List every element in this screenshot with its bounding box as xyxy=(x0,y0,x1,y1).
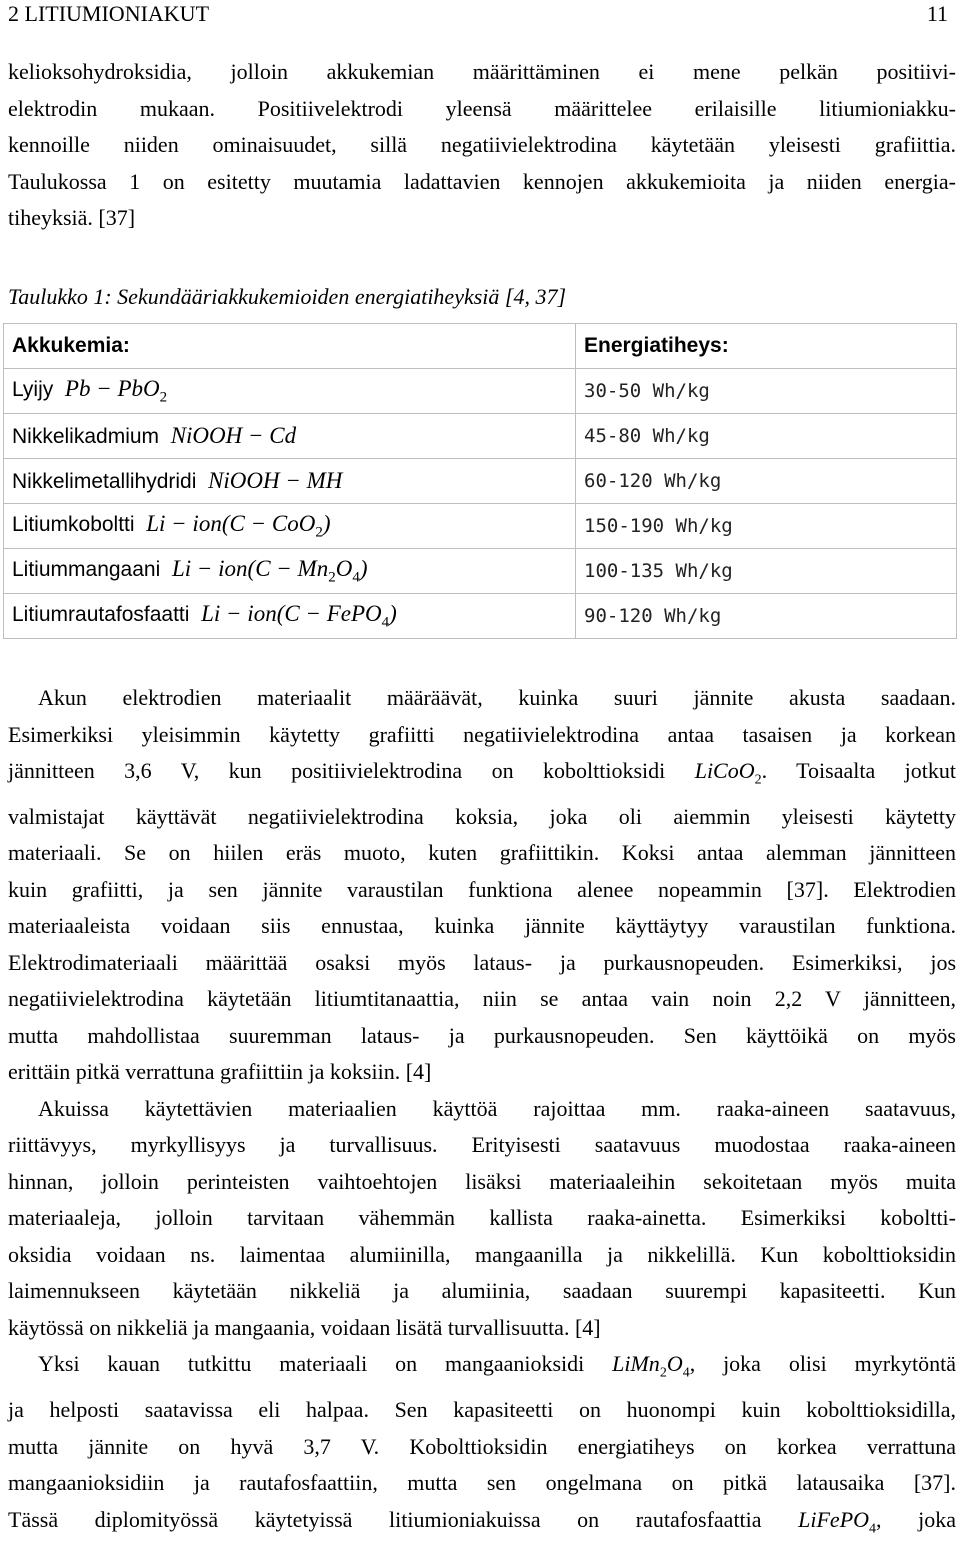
chemistry-name: Nikkelikadmium xyxy=(12,425,160,448)
text-line: materiaaleista voidaan siis ennustaa, kuinka jännite käyttäytyy varaustilan funktiona. xyxy=(8,913,956,939)
text-line: kuin grafiitti, ja sen jännite varaustilan funktiona alenee nopeammin [37]. Elektrodien xyxy=(8,876,956,902)
chemistry-cell xyxy=(4,504,576,549)
table-header-row xyxy=(4,324,957,369)
energy-density-table xyxy=(3,323,957,639)
text-line: elektrodin mukaan. Positiivelektrodi yleensä määrittelee erilaisille litiumioniakku- xyxy=(8,95,956,121)
running-header xyxy=(8,0,948,28)
chemistry-formula: $Li - ion(C - Mn_2O_4)$ xyxy=(171,555,368,586)
inline-formula: LiFePO$_4$ xyxy=(798,1506,877,1537)
page-number: 11 xyxy=(926,1,948,26)
chemistry-formula: NiOOH − Cd xyxy=(170,423,297,448)
chemistry-name: Litiummangaani xyxy=(12,557,161,581)
table-row xyxy=(4,369,957,414)
column-header-chemistry: Akkukemia: xyxy=(4,324,576,369)
energy-value: 60-120 Wh/kg xyxy=(576,459,957,504)
chemistry-formula: Pb − PbO$_2$ xyxy=(64,375,168,406)
chemistry-cell xyxy=(4,459,576,504)
text-line: oksidia voidaan ns. laimentaa alumiinilla, mangaanilla ja nikkelillä. Kun kobolttioksidin xyxy=(8,1241,956,1267)
chemistry-formula: Li − ion(C − FePO$_4$) xyxy=(201,600,397,631)
inline-formula: LiCoO$_2$ xyxy=(694,758,762,788)
text-line: Esimerkiksi yleisimmin käytetty grafiitti negatiivielektrodina antaa tasaisen ja korkean xyxy=(8,721,956,747)
text-line: käytössä on nikkeliä ja mangaania, voidaan lisätä turvallisuutta. [4] xyxy=(8,1314,601,1340)
text-line: Akuissa käytettävien materiaalien käyttöä rajoittaa mm. raaka-aineen saatavuus, xyxy=(38,1095,956,1121)
text-line: Elektrodimateriaali määrittää osaksi myös lataus- ja purkausnopeuden. Esimerkiksi, jos xyxy=(8,949,956,975)
text-line: mutta mahdollistaa suuremman lataus- ja purkausnopeuden. Sen käyttöikä on myös xyxy=(8,1022,956,1048)
table-row xyxy=(4,549,957,594)
energy-value: 90-120 Wh/kg xyxy=(576,594,957,639)
text-line: laimennukseen käytetään nikkeliä ja alumiinia, saadaan suurempi kapasiteetti. Kun xyxy=(8,1278,956,1304)
chemistry-cell xyxy=(4,549,576,594)
chemistry-cell xyxy=(4,369,576,414)
energy-value: 150-190 Wh/kg xyxy=(576,504,957,549)
text-line: hinnan, jolloin perinteisten vaihtoehtojen lisäksi materiaaleihin sekoitetaan myös muita xyxy=(8,1168,956,1194)
text-line: valmistajat käyttävät negatiivielektrodina koksia, joka oli aiemmin yleisesti käytetty xyxy=(8,803,956,829)
chemistry-name: Nikkelimetallihydridi xyxy=(12,470,197,493)
energy-value: 100-135 Wh/kg xyxy=(576,549,957,594)
chemistry-name: Lyijy xyxy=(12,377,54,401)
text-line: negatiivielektrodina käytetään litiumtitanaattia, niin se antaa vain noin 2,2 V jännitteen, xyxy=(8,986,956,1012)
chemistry-cell xyxy=(4,414,576,459)
text-line: Tässä diplomityössä käytetyissä litiumioniakuissa on rautafosfaattia LiFePO$_4$, joka xyxy=(8,1506,956,1537)
text-line: mutta jännite on hyvä 3,7 V. Kobolttioksidin energiatiheys on korkea verrattuna xyxy=(8,1433,956,1459)
chemistry-cell xyxy=(4,594,576,639)
text-line: mangaanioksidiin ja rautafosfaattiin, mutta sen ongelmana on pitkä latausaika [37]. xyxy=(8,1470,956,1496)
text-line: materiaaleja, jolloin tarvitaan vähemmän kallista raaka-ainetta. Esimerkiksi koboltti- xyxy=(8,1205,956,1231)
table-row xyxy=(4,414,957,459)
table-row xyxy=(4,504,957,549)
energy-value: 45-80 Wh/kg xyxy=(576,414,957,459)
text-line: kennoille niiden ominaisuudet, sillä negatiivielektrodina käytetään yleisesti grafiittia. xyxy=(8,132,956,157)
energy-value: 30-50 Wh/kg xyxy=(576,369,957,414)
text-line: Akun elektrodien materiaalit määräävät, kuinka suuri jännite akusta saadaan. xyxy=(38,685,956,710)
text-line: erittäin pitkä verrattuna grafiittiin ja koksiin. [4] xyxy=(8,1059,432,1085)
text-line: ja helposti saatavissa eli halpaa. Sen kapasiteetti on huonompi kuin kobolttioksidilla, xyxy=(8,1397,956,1423)
text-line: materiaali. Se on hiilen eräs muoto, kuten grafiittikin. Koksi antaa alemman jännitteen xyxy=(8,840,956,866)
chemistry-name: Litiumrautafosfaatti xyxy=(12,602,190,626)
text-line: riittävyys, myrkyllisyys ja turvallisuus. Erityisesti saatavuus muodostaa raaka-aineen xyxy=(8,1132,956,1158)
table-caption: Taulukko 1: Sekundääriakkukemioiden energiatiheyksiä [4, 37] xyxy=(8,284,567,309)
chapter-title: 2 LITIUMIONIAKUT xyxy=(8,1,210,26)
text-line: Yksi kauan tutkittu materiaali on mangaanioksidi $LiMn_2O_4$, joka olisi myrkytöntä xyxy=(38,1351,957,1381)
chemistry-name: Litiumkoboltti xyxy=(12,512,135,536)
chemistry-formula: NiOOH − MH xyxy=(208,468,343,493)
intro-paragraph xyxy=(8,54,956,237)
text-line: Taulukossa 1 on esitetty muutamia ladattavien kennojen akkukemioita ja niiden energia- xyxy=(8,168,956,194)
text-line: jännitteen 3,6 V, kun positiivielektrodina on kobolttioksidi LiCoO$_2$. Toisaalta jotkut xyxy=(8,758,957,788)
inline-formula: $LiMn_2O_4$ xyxy=(612,1351,690,1381)
table-row xyxy=(4,459,957,504)
text-line: kelioksohydroksidia, jolloin akkukemian määrittäminen ei mene pelkän positiivi- xyxy=(8,59,956,84)
table-row xyxy=(4,594,957,639)
text-line: tiheyksiä. [37] xyxy=(8,205,136,230)
column-header-energy: Energiatiheys: xyxy=(576,324,957,369)
body-text xyxy=(8,680,956,1548)
chemistry-formula: Li − ion(C − CoO$_2$) xyxy=(146,510,331,541)
